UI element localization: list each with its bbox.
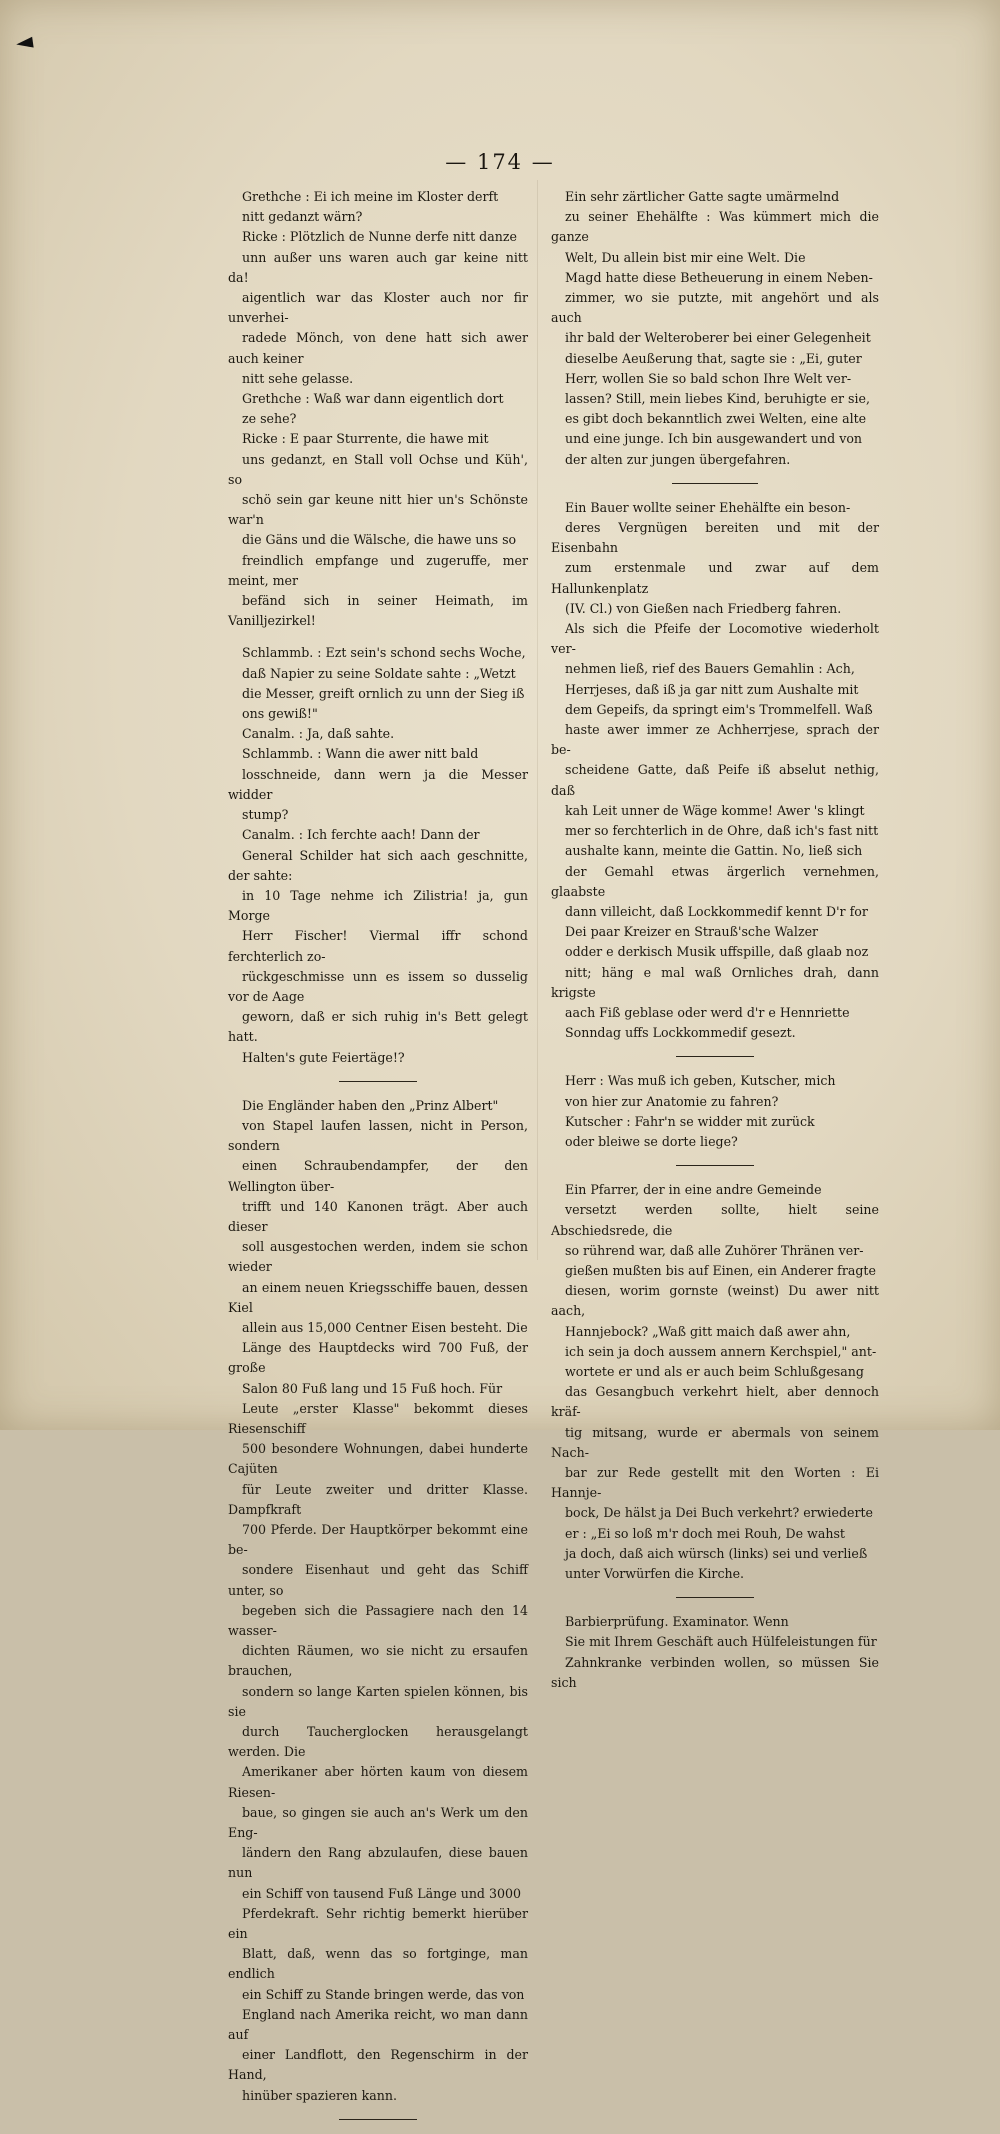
dialogue-schlammb-1 (228, 643, 528, 724)
text-line: nitt gedanzt wärn? (242, 209, 363, 225)
text-line: radede Mönch, von dene hatt sich awer auch keiner (228, 330, 528, 366)
text-line: Leute „erster Klasse" bekommt dieses Riesenschiff (228, 1400, 528, 1436)
text-line: nitt sehe gelasse. (242, 370, 354, 386)
text-line: versetzt werden sollte, hielt seine Abschiedsrede, die (551, 1202, 879, 1238)
text-line: Salon 80 Fuß lang und 15 Fuß hoch. Für (242, 1380, 503, 1396)
page-number: — 174 — (445, 150, 555, 174)
text-line: gießen mußten bis auf Einen, ein Anderer fragte (565, 1262, 876, 1278)
text-line: Herr, wollen Sie so bald schon Ihre Welt ver- (565, 370, 852, 386)
text-line: Sonndag uffs Lockkommedif gesezt. (565, 1025, 796, 1041)
text-line: Canalm. : Ich ferchte aach! Dann der (242, 827, 480, 843)
text-line: Halten's gute Feiertäge!? (242, 1049, 405, 1065)
text-line: bar zur Rede gestellt mit den Worten : Ei Hannje- (551, 1464, 879, 1501)
text-line: aach Fiß geblase oder werd d'r e Hennriette (565, 1004, 850, 1020)
text-line: zimmer, wo sie putzte, mit angehört und als auch (551, 290, 879, 326)
text-line: Barbierprüfung. Examinator. Wenn (565, 1614, 789, 1630)
text-line: aushalte kann, meinte die Gattin. No, ließ sich (565, 843, 863, 859)
text-line: Herr Fischer! Viermal iffr schond ferchterlich zo- (228, 928, 528, 964)
separator-rule (339, 1081, 417, 1082)
text-line: bock, De hälst ja Dei Buch verkehrt? erwiederte (565, 1505, 873, 1521)
text-line: haste awer immer ze Achherrjese, sprach der be- (551, 722, 879, 758)
text-line: unter Vorwürfen die Kirche. (565, 1566, 745, 1581)
text-line: zu seiner Ehehälfte : Was kümmert mich die ganze (551, 209, 879, 245)
text-line: tig mitsang, wurde er abermals von seinem Nach- (551, 1424, 879, 1460)
text-line: ihr bald der Welteroberer bei einer Gelegenheit (565, 330, 871, 346)
text-line: dann villeicht, daß Lockkommedif kennt D'r for (565, 903, 868, 919)
text-line: freindlich empfange und zugeruffe, mer meint, mer (228, 552, 528, 588)
text-line: Dei paar Kreizer en Strauß'sche Walzer (565, 924, 819, 940)
text-line: sondern so lange Karten spielen können, bis sie (228, 1683, 528, 1719)
text-line: nehmen ließ, rief des Bauers Gemahlin : Ach, (565, 661, 855, 677)
text-line: rückgeschmisse unn es issem so dusselig vor de Aage (228, 968, 528, 1004)
text-line: Magd hatte diese Betheuerung in einem Neben- (565, 269, 873, 285)
text-line: Kutscher : Fahr'n se widder mit zurück (565, 1113, 815, 1129)
text-line: von hier zur Anatomie zu fahren? (565, 1093, 779, 1109)
text-line: es gibt doch bekanntlich zwei Welten, eine alte (565, 411, 867, 427)
separator-rule (676, 1056, 754, 1057)
text-line: von Stapel laufen lassen, nicht in Person, sondern (228, 1117, 528, 1154)
text-line: Herrjeses, daß iß ja gar nitt zum Aushalte mit (565, 681, 859, 697)
text-line: für Leute zweiter und dritter Klasse. Dampfkraft (228, 1481, 528, 1517)
text-line: Blatt, daß, wenn das so fortginge, man endlich (228, 1946, 528, 1982)
separator-rule (672, 483, 758, 484)
dialogue-canalm-1 (228, 724, 528, 744)
text-line: ländern den Rang abzulaufen, diese bauen nun (228, 1845, 528, 1881)
text-line: kah Leit unner de Wäge komme! Awer 's klingt (565, 802, 865, 818)
anecdote-barbierpruefung (551, 1612, 879, 1693)
text-line: sondere Eisenhaut und geht das Schiff unter, so (228, 1562, 528, 1598)
separator-rule (339, 2119, 417, 2120)
text-line: einen Schraubendampfer, der den Wellington über- (228, 1158, 528, 1194)
article-prinz-albert (228, 1096, 528, 2106)
text-line: scheidene Gatte, daß Peife iß abselut nethig, daß (551, 762, 879, 798)
text-line: baue, so gingen sie auch an's Werk um den Eng- (228, 1804, 528, 1841)
text-line: in 10 Tage nehme ich Zilistria! ja, gun Morge (228, 887, 528, 924)
dialogue-kutscher (551, 1112, 879, 1152)
corner-arrow-mark: ◄ (14, 28, 35, 57)
text-line: er : „Ei so loß m'r doch mei Rouh, De wahst (565, 1525, 845, 1541)
dialogue-canalm-2 (228, 825, 528, 1067)
text-line: begeben sich die Passagiere nach den 14 wasser- (228, 1602, 528, 1639)
section-break (228, 631, 528, 643)
text-line: befänd sich in seiner Heimath, im Vanilljezirkel! (228, 593, 528, 629)
text-line: dieselbe Aeußerung that, sagte sie : „Ei, guter (565, 350, 862, 366)
text-line: ons gewiß!" (242, 706, 318, 722)
text-line: diesen, worim gornste (weinst) Du awer nitt aach, (551, 1283, 879, 1319)
anecdote-pfarrer (551, 1180, 879, 1584)
text-line: General Schilder hat sich aach geschnitte, der sahte: (228, 847, 528, 883)
text-line: Schlammb. : Ezt sein's schond sechs Woche, (242, 645, 526, 661)
text-line: Canalm. : Ja, daß sahte. (242, 726, 395, 742)
text-line: odder e derkisch Musik uffspille, daß glaab noz (565, 944, 869, 960)
text-line: Grethche : Waß war dann eigentlich dort (242, 391, 504, 407)
text-line: durch Taucherglocken herausgelangt werden. Die (228, 1724, 528, 1760)
text-line: ich sein ja doch aussem annern Kerchspiel," ant- (565, 1343, 877, 1359)
text-line: Die Engländer haben den „Prinz Albert" (242, 1097, 499, 1113)
text-line: dem Gepeifs, da springt eim's Trommelfell. Waß (565, 701, 873, 717)
text-line: an einem neuen Kriegsschiffe bauen, dessen Kiel (228, 1279, 528, 1315)
text-line: Welt, Du allein bist mir eine Welt. Die (565, 249, 806, 265)
text-line: (IV. Cl.) von Gießen nach Friedberg fahren. (565, 600, 842, 616)
text-line: schö sein gar keune nitt hier un's Schönste war'n (228, 492, 528, 528)
text-line: zum erstenmale und zwar auf dem Hallunkenplatz (551, 560, 879, 596)
text-line: Ein sehr zärtlicher Gatte sagte umärmelnd (565, 189, 840, 204)
text-line: Ricke : Plötzlich de Nunne derfe nitt danze (242, 229, 517, 245)
text-line: lassen? Still, mein liebes Kind, beruhigte er sie, (565, 391, 870, 407)
text-line: 500 besondere Wohnungen, dabei hunderte Cajüten (228, 1441, 528, 1477)
separator-rule (676, 1165, 754, 1166)
text-line: deres Vergnügen bereiten und mit der Eisenbahn (551, 520, 879, 556)
text-line: aigentlich war das Kloster auch nor fir unverhei- (228, 290, 528, 326)
text-line: Zahnkranke verbinden wollen, so müssen Sie sich (551, 1654, 879, 1690)
text-line: soll ausgestochen werden, indem sie schon wieder (228, 1239, 528, 1275)
text-line: unn außer uns waren auch gar keine nitt da! (228, 249, 528, 285)
column-gutter (537, 180, 538, 1260)
text-line: Ricke : E paar Sturrente, die hawe mit (242, 431, 489, 447)
text-line: das Gesangbuch verkehrt hielt, aber dennoch kräf- (551, 1384, 879, 1420)
text-line: Grethche : Ei ich meine im Kloster derft (242, 189, 499, 204)
text-line: 700 Pferde. Der Hauptkörper bekommt eine be- (228, 1522, 528, 1558)
text-line: nitt; häng e mal waß Ornliches drah, dann krigste (551, 964, 879, 1000)
text-line: ein Schiff von tausend Fuß Länge und 3000 (242, 1885, 522, 1901)
text-line: oder bleiwe se dorte liege? (565, 1133, 738, 1149)
text-line: Herr : Was muß ich geben, Kutscher, mich (565, 1073, 836, 1089)
text-line: trifft und 140 Kanonen trägt. Aber auch dieser (228, 1198, 528, 1234)
text-line: Ein Bauer wollte seiner Ehehälfte ein beson- (565, 499, 851, 515)
dialogue-herr (551, 1071, 879, 1111)
separator-rule (676, 1597, 754, 1598)
text-line: Amerikaner aber hörten kaum von diesem Riesen- (228, 1764, 528, 1800)
text-line: der alten zur jungen übergefahren. (565, 451, 791, 467)
text-line: England nach Amerika reicht, wo man dann auf (228, 2006, 528, 2043)
text-line: so rührend war, daß alle Zuhörer Thränen ver- (565, 1242, 864, 1258)
text-line: der Gemahl etwas ärgerlich vernehmen, glaabste (551, 863, 879, 899)
left-column (228, 187, 528, 2134)
text-line: daß Napier zu seine Soldate sahte : „Wetzt (242, 665, 516, 681)
text-line: geworn, daß er sich ruhig in's Bett gelegt hatt. (228, 1009, 528, 1045)
text-line: Ein Pfarrer, der in eine andre Gemeinde (565, 1182, 822, 1198)
text-line: hinüber spazieren kann. (242, 2087, 397, 2103)
text-line: einer Landflott, den Regenschirm in der Hand, (228, 2047, 528, 2083)
text-line: Sie mit Ihrem Geschäft auch Hülfeleistungen für (565, 1634, 877, 1650)
text-line: allein aus 15,000 Centner Eisen besteht. Die (242, 1319, 528, 1335)
text-line: stump? (242, 807, 289, 823)
dialogue-ricke-1 (228, 227, 528, 389)
right-column (551, 187, 879, 1693)
dialogue-grethche-2 (228, 389, 528, 429)
text-line: die Messer, greift ornlich zu unn der Sieg iß (242, 685, 525, 701)
text-line: ja doch, daß aich würsch (links) sei und verließ (565, 1545, 868, 1561)
text-line: mer so ferchterlich in de Ohre, daß ich's fast nitt (565, 823, 879, 839)
dialogue-ricke-2 (228, 429, 528, 631)
text-line: Hannjebock? „Waß gitt maich daß awer ahn, (565, 1323, 851, 1339)
text-line: wortete er und als er auch beim Schlußgesang (565, 1363, 864, 1379)
text-line: ein Schiff zu Stande bringen werde, das von (242, 1986, 525, 2002)
text-line: Länge des Hauptdecks wird 700 Fuß, der große (228, 1340, 528, 1376)
anecdote-zaertlicher-gatte (551, 187, 879, 470)
text-line: ze sehe? (242, 411, 297, 427)
dialogue-schlammb-2 (228, 744, 528, 825)
text-line: die Gäns und die Wälsche, die hawe uns so (242, 532, 517, 548)
text-line: dichten Räumen, wo sie nicht zu ersaufen brauchen, (228, 1643, 528, 1679)
text-line: und eine junge. Ich bin ausgewandert und von (565, 431, 863, 447)
anecdote-bauer-eisenbahn (551, 498, 879, 1043)
dialogue-grethche-1 (228, 187, 528, 227)
text-line: Pferdekraft. Sehr richtig bemerkt hierüber ein (228, 1905, 528, 1942)
text-line: uns gedanzt, en Stall voll Ochse und Küh', so (228, 451, 528, 487)
text-line: Als sich die Pfeife der Locomotive wiederholt ver- (551, 621, 879, 657)
text-line: Schlammb. : Wann die awer nitt bald (242, 746, 479, 762)
text-line: losschneide, dann wern ja die Messer widder (228, 766, 528, 802)
